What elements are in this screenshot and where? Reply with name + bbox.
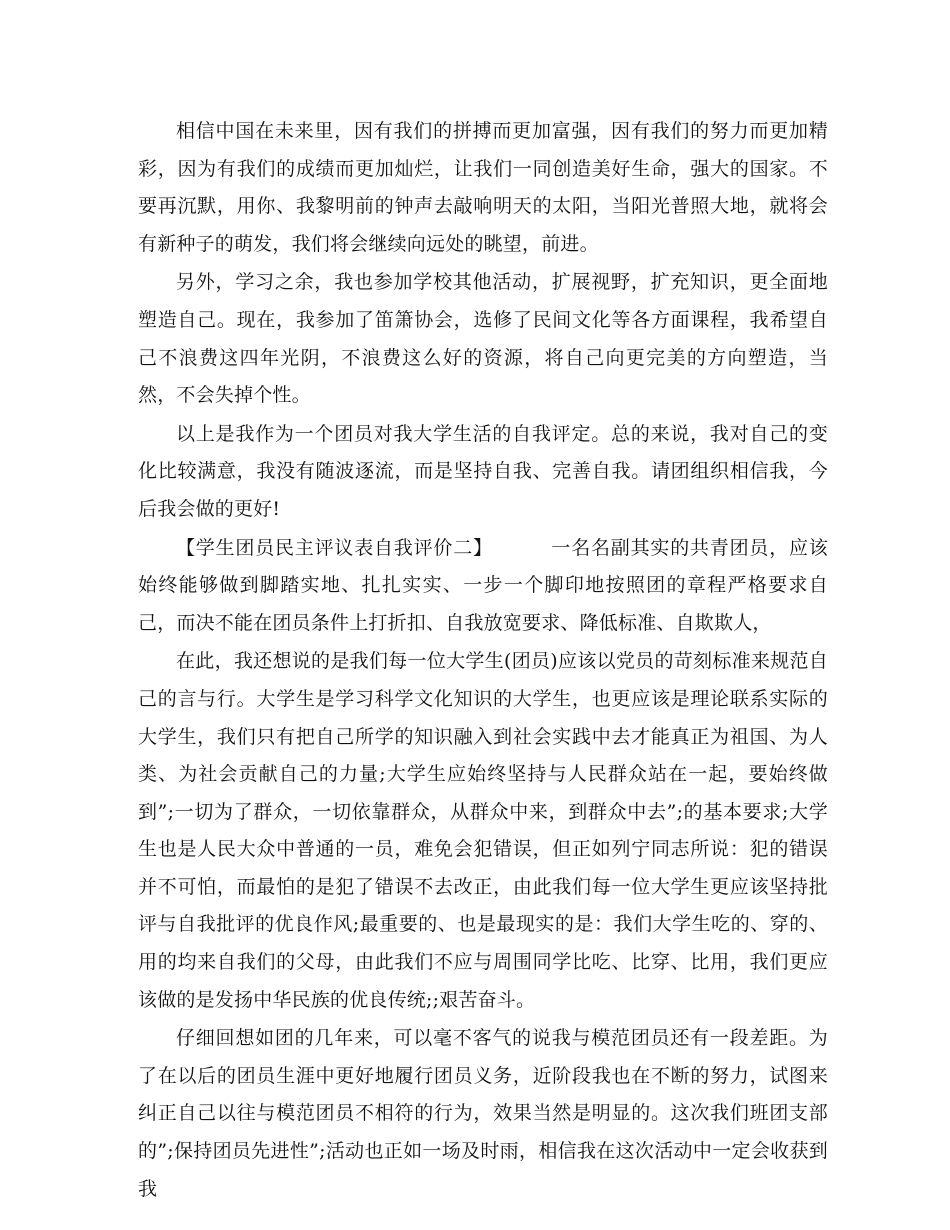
section-heading: 【学生团员民主评议表自我评价二】 <box>176 536 493 559</box>
paragraph-1: 相信中国在未来里，因有我们的拼搏而更加富强，因有我们的努力而更加精彩，因为有我们的成绩而更加灿烂，让我们一同创造美好生命，强大的国家。不要再沉默，用你、我黎明前的钟声去敲响明天的太阳，当阳光普照大地，就将会有新种子的萌发，我们将会继续向远处的眺望，前进。 <box>138 120 828 255</box>
section-paragraph <box>138 530 828 643</box>
paragraph-2: 另外，学习之余，我也参加学校其他活动，扩展视野，扩充知识，更全面地塑造自己。现在，我参加了笛箫协会，选修了民间文化等各方面课程，我希望自己不浪费这四年光阴，不浪费这么好的资源，将自己向更完美的方向塑造，当然，不会失掉个性。 <box>138 271 828 407</box>
paragraph-3: 以上是我作为一个团员对我大学生活的自我评定。总的来说，我对自己的变化比较满意，我没有随波逐流，而是坚持自我、完善自我。请团组织相信我，今后我会做的更好! <box>138 422 828 520</box>
document-body <box>138 113 828 1208</box>
section-intro: 一名名副其实的共青团员，应该始终能够做到脚踏实地、扎扎实实、一步一个脚印地按照团的章程严格要求自己，而决不能在团员条件上打折扣、自我放宽要求、降低标准、自欺欺人， <box>138 536 828 634</box>
paragraph-5: 在此，我还想说的是我们每一位大学生(团员)应该以党员的苛刻标准来规范自己的言与行。大学生是学习科学文化知识的大学生，也更应该是理论联系实际的大学生，我们只有把自己所学的知识融入到社会实践中去才能真正为祖国、为人类、为社会贡献自己的力量;大学生应始终坚持与人民群众站在一起，要始终做到”;一切为了群众，一切依靠群众，从群众中来，到群众中去”;的基本要求;大学生也是人民大众中普通的一员，难免会犯错误，但正如列宁同志所说：犯的错误并不可怕，而最怕的是犯了错误不去改正，由此我们每一位大学生更应该坚持批评与自我批评的优良作风;最重要的、也是最现实的是：我们大学生吃的、穿的、用的均来自我们的父母，由此我们不应与周围同学比吃、比穿、比用，我们更应该做的是发扬中华民族的优良传统;;艰苦奋斗。 <box>138 650 828 1011</box>
paragraph-6: 仔细回想如团的几年来，可以毫不客气的说我与模范团员还有一段差距。为了在以后的团员生涯中更好地履行团员义务，近阶段我也在不断的努力，试图来纠正自己以往与模范团员不相符的行为，效果当然是明显的。这次我们班团支部的”;保持团员先进性”;活动也正如一场及时雨，相信我在这次活动中一定会收获到我 <box>138 1027 828 1200</box>
